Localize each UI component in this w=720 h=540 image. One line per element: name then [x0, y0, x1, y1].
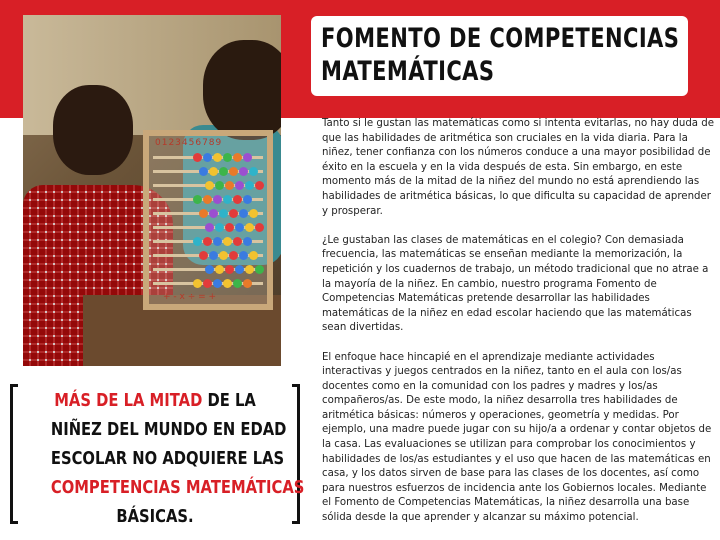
photo-children-abacus — [23, 15, 281, 366]
page-title: FOMENTO DE COMPETENCIAS MATEMÁTICAS — [321, 23, 680, 87]
abacus-bead — [219, 167, 228, 176]
abacus-bead — [225, 223, 234, 232]
title-box — [311, 16, 688, 96]
abacus-bead — [239, 167, 248, 176]
abacus-bead — [223, 279, 232, 288]
abacus-bead — [215, 223, 224, 232]
callout-line-2: NIÑEZ DEL MUNDO EN EDAD — [50, 419, 287, 440]
abacus-rod — [153, 156, 263, 159]
abacus-bead — [249, 167, 258, 176]
abacus-bead — [203, 237, 212, 246]
abacus-bead — [229, 251, 238, 260]
callout-line-5: BÁSICAS. — [116, 506, 194, 527]
abacus-bead — [203, 195, 212, 204]
left-bracket — [10, 384, 18, 524]
abacus-bead — [223, 237, 232, 246]
abacus-bead — [233, 195, 242, 204]
callout-line-3: ESCOLAR NO ADQUIERE LAS — [50, 448, 285, 469]
abacus-rod — [153, 240, 263, 243]
abacus-bead — [205, 181, 214, 190]
callout-line-1 — [51, 386, 259, 415]
abacus-image — [143, 130, 273, 310]
abacus-bead — [205, 223, 214, 232]
abacus-bead — [243, 279, 252, 288]
abacus-bead — [209, 209, 218, 218]
abacus-bead — [199, 167, 208, 176]
callout-highlight-2: COMPETENCIAS MATEMÁTICAS — [50, 477, 305, 498]
paragraph-1: Tanto si le gustan las matemáticas como si intenta evitarlas, no hay duda de que las habilidades de aritmética son cruciales en la vida diaria. Para la niñez, tener confianza con los números conduce a una mayor posibilidad de éxito en la escuela y en la vida después de esta. Sin embargo, en este momento más de la mitad de la niñez del mundo no está aprendiendo las habilidades de aritmética básicas, lo que dificulta su capacidad de aprender y prosperar. — [322, 118, 715, 217]
abacus-bead — [229, 167, 238, 176]
abacus-rod — [153, 268, 263, 271]
abacus-bead — [245, 181, 254, 190]
abacus-numbers: 0123456789 — [155, 138, 223, 148]
abacus-bead — [199, 251, 208, 260]
abacus-bead — [215, 265, 224, 274]
callout-highlight-1: MÁS DE LA MITAD — [54, 390, 203, 411]
abacus-bead — [229, 209, 238, 218]
callout-text — [28, 386, 305, 531]
abacus-bead — [193, 237, 202, 246]
abacus-rod — [153, 198, 263, 201]
abacus-rod — [153, 170, 263, 173]
abacus-bead — [219, 209, 228, 218]
abacus-bead — [255, 223, 264, 232]
paragraph-3: El enfoque hace hincapié en el aprendizaje mediante actividades interactivas y juegos centrados en la niñez, tanto en el aula con los/as docentes como en la comunidad con los padres y madres y los/as compañeros/as. De este modo, la niñez desarrolla tres habilidades de aritmética básicas: números y operaciones, geometría y medidas. Por ejemplo, una madre puede jugar con su hijo/a a ordenar y contar objetos de la casa. Las evaluaciones se utilizan para comprobar los conocimientos y habilidades de los/as estudiantes y el uso que hacen de las matemáticas en casa, y los datos sirven de base para las clases de los docentes, así como para nuestros esfuerzos de incidencia ante los Gobiernos locales. Mediante el Fomento de Competencias Matemáticas, la niñez desarrolla una base sólida desde la que aprender y alcanzar su máximo potencial. — [322, 351, 712, 524]
abacus-bead — [219, 251, 228, 260]
abacus-bead — [239, 209, 248, 218]
abacus-bead — [235, 265, 244, 274]
abacus-rod — [153, 282, 263, 285]
abacus-bead — [203, 153, 212, 162]
abacus-bead — [255, 265, 264, 274]
paragraph-2: ¿Le gustaban las clases de matemáticas en el colegio? Con demasiada frecuencia, las matemáticas se enseñan mediante la memorización, la repetición y los cuadernos de trabajo, un método tradicional que no atrae a la mayoría de la niñez. En cambio, nuestro programa Fomento de Competencias Matemáticas pretende desarrollar las habilidades matemáticas de la niñez en edad escolar haciendo que las matemáticas sean divertidas. — [322, 234, 709, 334]
abacus-rod — [153, 212, 263, 215]
abacus-bead — [209, 167, 218, 176]
abacus-rod — [153, 254, 263, 257]
abacus-bead — [225, 181, 234, 190]
abacus-rod — [153, 184, 263, 187]
abacus-bead — [239, 251, 248, 260]
abacus-bead — [213, 153, 222, 162]
abacus-bead — [199, 209, 208, 218]
abacus-bead — [233, 237, 242, 246]
abacus-bead — [205, 265, 214, 274]
abacus-bead — [235, 181, 244, 190]
abacus-rod — [153, 226, 263, 229]
abacus-bead — [215, 181, 224, 190]
photo-boy-head — [203, 40, 281, 140]
abacus-bead — [193, 153, 202, 162]
abacus-bead — [245, 265, 254, 274]
abacus-bead — [245, 223, 254, 232]
abacus-bead — [243, 153, 252, 162]
abacus-bead — [203, 279, 212, 288]
abacus-bead — [249, 209, 258, 218]
abacus-bead — [213, 237, 222, 246]
abacus-bead — [223, 153, 232, 162]
abacus-bead — [193, 195, 202, 204]
abacus-symbols: + - x ÷ = + — [163, 292, 217, 302]
abacus-bead — [193, 279, 202, 288]
abacus-bead — [233, 279, 242, 288]
abacus-bead — [249, 251, 258, 260]
abacus-bead — [233, 153, 242, 162]
body-text — [322, 117, 714, 540]
abacus-bead — [213, 195, 222, 204]
abacus-bead — [235, 223, 244, 232]
photo-girl-head — [53, 85, 133, 175]
abacus-bead — [243, 195, 252, 204]
right-bracket — [292, 384, 300, 524]
callout-quote — [10, 384, 305, 527]
abacus-bead — [243, 237, 252, 246]
abacus-bead — [213, 279, 222, 288]
abacus-bead — [255, 181, 264, 190]
callout-line-1-rest: DE LA — [202, 390, 256, 411]
abacus-bead — [223, 195, 232, 204]
abacus-bead — [209, 251, 218, 260]
abacus-bead — [225, 265, 234, 274]
